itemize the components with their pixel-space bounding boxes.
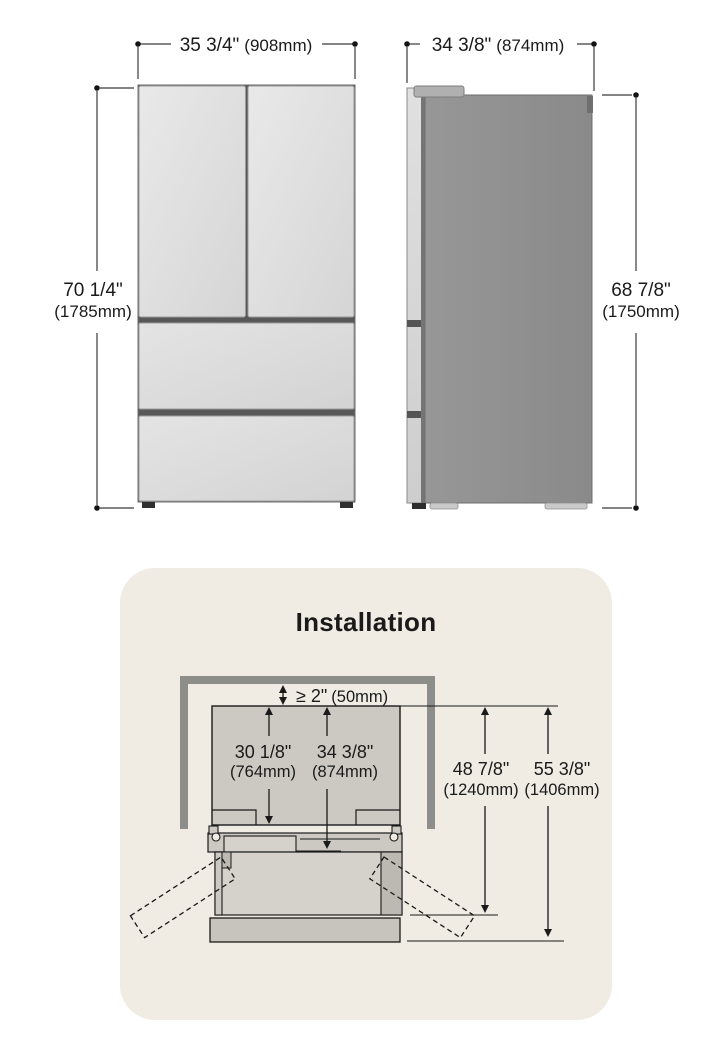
drawer-pulled-out [210, 918, 400, 942]
cabinet-depth-label-mm: (764mm) [229, 763, 297, 781]
side-body [425, 95, 592, 503]
left-hinge-pin [212, 833, 220, 841]
front-right-foot [340, 502, 353, 508]
door-closed-depth-label-in: 34 3/8" [316, 742, 374, 762]
dim-side-height [602, 92, 680, 511]
front-left-door [139, 86, 246, 317]
dim-front-width [135, 35, 358, 79]
dim-front-height [54, 85, 134, 511]
side-top-hinge-cap [414, 86, 464, 97]
front-right-door [248, 86, 354, 317]
cabinet-depth-label-in: 30 1/8" [234, 742, 292, 762]
installation-title: Installation [295, 607, 437, 637]
front-height-label-mm: (1785mm) [54, 302, 132, 321]
drawer-open-depth-label-in: 55 3/8" [533, 759, 591, 779]
left-door-panel-top-view [224, 836, 296, 852]
door-open-depth-label-mm: (1240mm) [443, 781, 519, 799]
drawer-open-depth-label-mm: (1406mm) [524, 781, 600, 799]
side-height-label-mm: (1750mm) [602, 302, 680, 321]
side-depth-label: 34 3/8" (874mm) [431, 35, 565, 56]
left-door-open-edge [215, 852, 222, 915]
door-open-depth-label-in: 48 7/8" [452, 759, 510, 779]
front-bottom-drawer [139, 416, 354, 501]
front-left-foot [142, 502, 155, 508]
side-mid-foot [430, 503, 458, 509]
side-rear-foot [545, 503, 587, 509]
front-middle-drawer [139, 323, 354, 409]
side-front-foot [412, 503, 426, 509]
front-width-label: 35 3/4" (908mm) [179, 35, 313, 56]
alcove-right-wall [427, 676, 435, 829]
alcove-top-wall [180, 676, 435, 684]
front-height-label-in: 70 1/4" [63, 280, 123, 301]
side-height-label-in: 68 7/8" [611, 280, 671, 301]
clearance-label: ≥ 2" (50mm) [296, 686, 389, 706]
right-hinge-pin [390, 833, 398, 841]
door-closed-depth-label-mm: (874mm) [311, 763, 379, 781]
front-view [138, 85, 355, 508]
installation-panel [120, 568, 612, 1020]
alcove-left-wall [180, 676, 188, 829]
body-doors-open [215, 852, 402, 915]
side-view [407, 86, 593, 509]
side-rear-notch [587, 96, 593, 113]
dim-top-clearance [279, 685, 388, 706]
dim-side-depth [404, 35, 597, 91]
